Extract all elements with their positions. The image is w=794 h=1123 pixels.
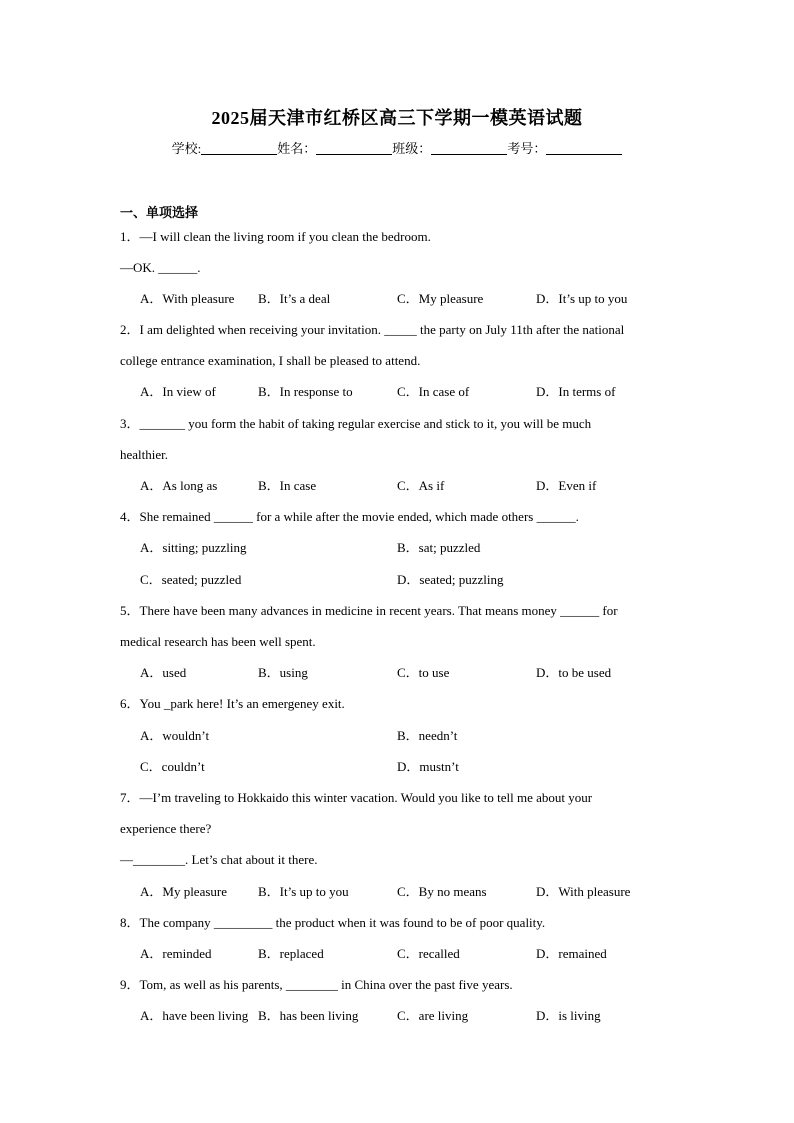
name-label: 姓名： [277,141,317,156]
question-1-line-1: 1．—I will clean the living room if you clean the bedroom. [120,229,431,244]
question-7-line-1: 7．—I’m traveling to Hokkaido this winter vacation. Would you like to tell me about your [120,790,593,805]
question-1-option-d[interactable]: D．It’s up to you [536,291,628,306]
question-8-option-b[interactable]: B．replaced [258,946,324,961]
question-5-option-d[interactable]: D．to be used [536,665,612,680]
question-3-option-d[interactable]: D．Even if [536,478,597,493]
section-heading: 一、单项选择 [120,205,199,220]
question-8-line-1: 8．The company _________ the product when it was found to be of poor quality. [120,915,546,930]
question-9-option-b[interactable]: B．has been living [258,1008,359,1023]
question-7-option-c[interactable]: C．By no means [397,884,487,899]
question-4-option-d[interactable]: D．seated; puzzling [397,572,504,587]
question-2-option-d[interactable]: D．In terms of [536,384,616,399]
question-2-option-c[interactable]: C．In case of [397,384,470,399]
exam-number-blank[interactable] [546,142,622,155]
question-3-option-c[interactable]: C．As if [397,478,445,493]
question-7-line-2: experience there? [120,821,212,836]
question-9-line-1: 9．Tom, as well as his parents, ________ in China over the past five years. [120,977,513,992]
question-3-line-2: healthier. [120,447,169,462]
question-9-option-a[interactable]: A．have been living [140,1008,249,1023]
school-label: 学校: [171,141,202,156]
question-5-option-a[interactable]: A．used [140,665,187,680]
question-4-option-a[interactable]: A．sitting; puzzling [140,540,247,555]
question-5-option-b[interactable]: B．using [258,665,308,680]
question-9-option-c[interactable]: C．are living [397,1008,469,1023]
question-5-line-1: 5．There have been many advances in medicine in recent years. That means money ______ for [120,603,618,618]
question-2-line-1: 2．I am delighted when receiving your invitation. _____ the party on July 11th after the national [120,322,625,337]
question-6-option-d[interactable]: D．mustn’t [397,759,459,774]
page-title: 2025届天津市红桥区高三下学期一模英语试题 [211,108,583,128]
question-8-option-a[interactable]: A．reminded [140,946,212,961]
question-4-line-1: 4．She remained ______ for a while after the movie ended, which made others ______. [120,509,579,524]
question-8-option-c[interactable]: C．recalled [397,946,460,961]
question-2-option-b[interactable]: B．In response to [258,384,353,399]
question-1-option-a[interactable]: A．With pleasure [140,291,235,306]
question-5-option-c[interactable]: C．to use [397,665,450,680]
question-6-line-1: 6．You _park here! It’s an emergeney exit. [120,696,345,711]
question-3-option-a[interactable]: A．As long as [140,478,218,493]
question-1-option-c[interactable]: C．My pleasure [397,291,484,306]
question-3-line-1: 3．_______ you form the habit of taking regular exercise and stick to it, you will be much [120,416,592,431]
question-6-option-a[interactable]: A．wouldn’t [140,728,210,743]
class-label: 班级： [392,141,432,156]
question-4-option-c[interactable]: C．seated; puzzled [140,572,242,587]
student-info-row [0,138,794,157]
question-1-option-b[interactable]: B．It’s a deal [258,291,331,306]
question-6-option-c[interactable]: C．couldn’t [140,759,205,774]
question-7-option-a[interactable]: A．My pleasure [140,884,228,899]
name-blank[interactable] [316,142,392,155]
school-blank[interactable] [201,142,277,155]
question-9-option-d[interactable]: D．is living [536,1008,601,1023]
question-7-option-b[interactable]: B．It’s up to you [258,884,349,899]
question-6-option-b[interactable]: B．needn’t [397,728,458,743]
question-2-option-a[interactable]: A．In view of [140,384,216,399]
question-5-line-2: medical research has been well spent. [120,634,316,649]
exam-number-label: 考号： [507,141,547,156]
question-1-line-2: —OK. ______. [120,260,201,275]
question-7-line-3: —________. Let’s chat about it there. [120,852,318,867]
question-4-option-b[interactable]: B．sat; puzzled [397,540,481,555]
class-blank[interactable] [431,142,507,155]
question-7-option-d[interactable]: D．With pleasure [536,884,631,899]
question-2-line-2: college entrance examination, I shall be pleased to attend. [120,353,421,368]
question-8-option-d[interactable]: D．remained [536,946,607,961]
question-3-option-b[interactable]: B．In case [258,478,317,493]
